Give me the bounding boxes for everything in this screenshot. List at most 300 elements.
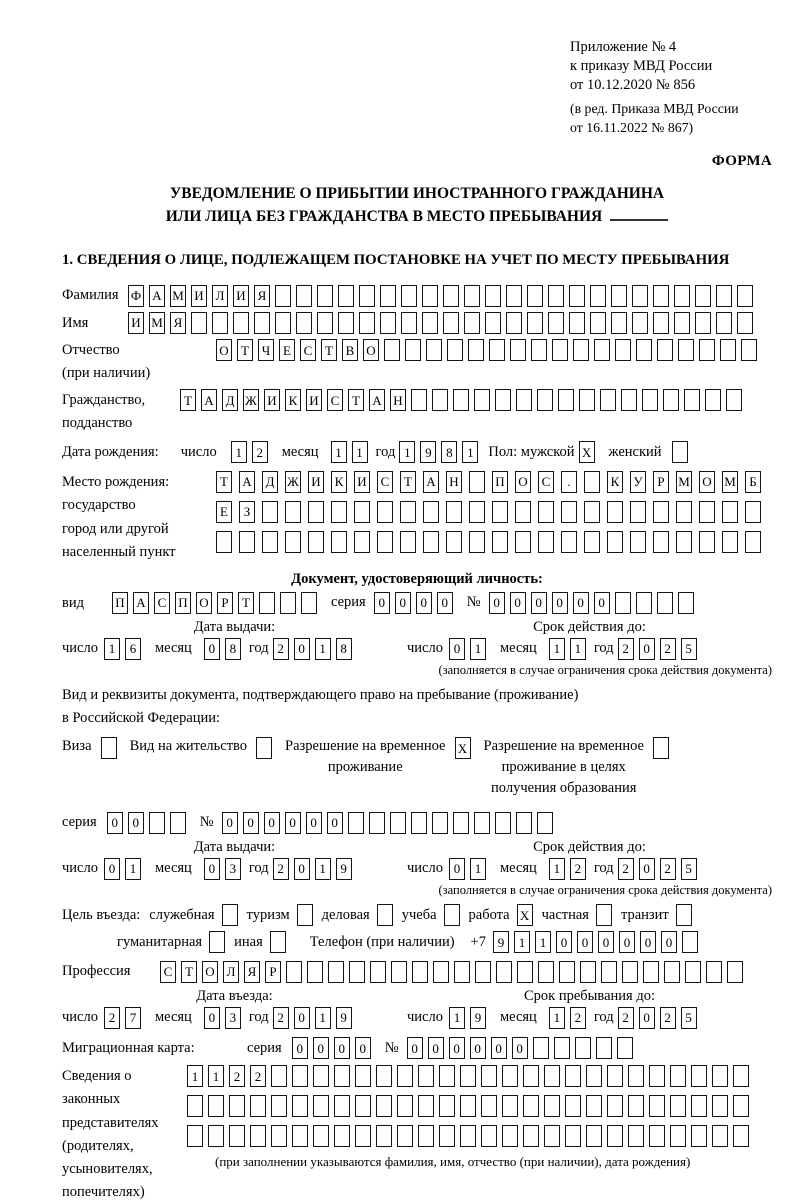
form-cell[interactable]: 2 [618, 1007, 634, 1029]
form-cell[interactable] [369, 812, 385, 834]
form-cell[interactable]: 0 [327, 812, 343, 834]
form-cell[interactable] [460, 1065, 476, 1087]
form-cell[interactable]: 1 [462, 441, 478, 463]
form-cell[interactable]: 0 [598, 931, 614, 953]
form-cell[interactable] [433, 961, 449, 983]
form-cell[interactable]: 2 [570, 1007, 586, 1029]
form-cell[interactable] [354, 501, 370, 523]
form-cell[interactable] [596, 1037, 612, 1059]
form-cell[interactable] [649, 1095, 665, 1117]
form-cell[interactable]: 1 [470, 638, 486, 660]
form-cell[interactable]: 2 [618, 638, 634, 660]
form-cell[interactable] [537, 812, 553, 834]
form-cell[interactable] [615, 339, 631, 361]
form-cell[interactable]: Я [254, 285, 270, 307]
form-cell[interactable] [412, 961, 428, 983]
form-cell[interactable]: 5 [681, 1007, 697, 1029]
form-cell[interactable] [359, 285, 375, 307]
form-cell[interactable] [334, 1095, 350, 1117]
form-cell[interactable]: П [175, 592, 191, 614]
form-cell[interactable]: С [160, 961, 176, 983]
form-cell[interactable] [720, 339, 736, 361]
form-cell[interactable] [653, 501, 669, 523]
form-cell[interactable] [628, 1065, 644, 1087]
form-cell[interactable]: 9 [336, 858, 352, 880]
form-cell[interactable] [481, 1065, 497, 1087]
form-cell[interactable]: 0 [619, 931, 635, 953]
form-cell[interactable]: Я [170, 312, 186, 334]
form-cell[interactable]: 1 [315, 858, 331, 880]
form-cell[interactable]: 2 [252, 441, 268, 463]
form-cell[interactable] [354, 531, 370, 553]
form-cell[interactable] [297, 904, 313, 926]
form-cell[interactable]: М [676, 471, 692, 493]
form-cell[interactable] [653, 312, 669, 334]
form-cell[interactable] [527, 312, 543, 334]
form-cell[interactable] [292, 1095, 308, 1117]
form-cell[interactable] [663, 389, 679, 411]
form-cell[interactable]: О [699, 471, 715, 493]
form-cell[interactable] [544, 1065, 560, 1087]
form-cell[interactable] [712, 1095, 728, 1117]
form-cell[interactable] [492, 531, 508, 553]
form-cell[interactable] [439, 1095, 455, 1117]
form-cell[interactable]: 2 [618, 858, 634, 880]
form-cell[interactable]: С [538, 471, 554, 493]
form-cell[interactable] [370, 961, 386, 983]
form-cell[interactable]: Л [223, 961, 239, 983]
form-cell[interactable]: Ф [128, 285, 144, 307]
form-cell[interactable] [565, 1065, 581, 1087]
form-cell[interactable] [559, 961, 575, 983]
form-cell[interactable] [537, 389, 553, 411]
form-cell[interactable]: 0 [306, 812, 322, 834]
form-cell[interactable] [607, 501, 623, 523]
form-cell[interactable] [391, 961, 407, 983]
form-cell[interactable]: 1 [104, 638, 120, 660]
form-cell[interactable]: 1 [449, 1007, 465, 1029]
form-cell[interactable] [262, 531, 278, 553]
form-cell[interactable] [601, 961, 617, 983]
form-cell[interactable] [544, 1125, 560, 1147]
form-cell[interactable]: Д [222, 389, 238, 411]
form-cell[interactable] [586, 1065, 602, 1087]
form-cell[interactable] [727, 961, 743, 983]
form-cell[interactable] [397, 1125, 413, 1147]
form-cell[interactable] [584, 531, 600, 553]
form-cell[interactable]: 0 [243, 812, 259, 834]
form-cell[interactable]: 0 [639, 858, 655, 880]
form-cell[interactable] [355, 1095, 371, 1117]
form-cell[interactable]: А [239, 471, 255, 493]
form-cell[interactable] [590, 285, 606, 307]
form-cell[interactable]: 0 [204, 1007, 220, 1029]
form-cell[interactable] [313, 1065, 329, 1087]
form-cell[interactable] [432, 812, 448, 834]
form-cell[interactable]: Т [180, 389, 196, 411]
form-cell[interactable] [481, 1095, 497, 1117]
form-cell[interactable]: О [202, 961, 218, 983]
form-cell[interactable]: 0 [313, 1037, 329, 1059]
form-cell[interactable] [584, 501, 600, 523]
form-cell[interactable] [400, 531, 416, 553]
form-cell[interactable]: Т [238, 592, 254, 614]
form-cell[interactable] [239, 531, 255, 553]
form-cell[interactable] [292, 1125, 308, 1147]
form-cell[interactable] [699, 339, 715, 361]
form-cell[interactable] [712, 1125, 728, 1147]
form-cell[interactable] [558, 389, 574, 411]
form-cell[interactable] [579, 389, 595, 411]
form-cell[interactable] [502, 1125, 518, 1147]
form-cell[interactable] [208, 1125, 224, 1147]
form-cell[interactable]: 0 [222, 812, 238, 834]
form-cell[interactable] [446, 531, 462, 553]
form-cell[interactable] [208, 1095, 224, 1117]
form-cell[interactable]: 0 [128, 812, 144, 834]
form-cell[interactable]: 0 [639, 1007, 655, 1029]
form-cell[interactable]: И [308, 471, 324, 493]
form-cell[interactable] [676, 501, 692, 523]
form-cell[interactable] [649, 1065, 665, 1087]
form-cell[interactable]: Д [262, 471, 278, 493]
form-cell[interactable] [405, 339, 421, 361]
form-cell[interactable] [691, 1065, 707, 1087]
form-cell[interactable] [418, 1065, 434, 1087]
form-cell[interactable] [286, 961, 302, 983]
form-cell[interactable]: А [133, 592, 149, 614]
form-cell[interactable]: 3 [225, 858, 241, 880]
form-cell[interactable] [308, 531, 324, 553]
form-cell[interactable] [307, 961, 323, 983]
form-cell[interactable] [313, 1125, 329, 1147]
form-cell[interactable] [492, 501, 508, 523]
form-cell[interactable] [349, 961, 365, 983]
form-cell[interactable] [630, 531, 646, 553]
form-cell[interactable] [285, 531, 301, 553]
form-cell[interactable]: X [579, 441, 595, 463]
form-cell[interactable]: М [149, 312, 165, 334]
form-cell[interactable] [250, 1095, 266, 1117]
form-cell[interactable]: А [369, 389, 385, 411]
form-cell[interactable] [600, 389, 616, 411]
form-cell[interactable]: 0 [640, 931, 656, 953]
form-cell[interactable]: И [264, 389, 280, 411]
form-cell[interactable]: 0 [407, 1037, 423, 1059]
form-cell[interactable]: 0 [489, 592, 505, 614]
form-cell[interactable] [745, 501, 761, 523]
form-cell[interactable] [607, 1065, 623, 1087]
form-cell[interactable]: П [492, 471, 508, 493]
form-cell[interactable] [453, 812, 469, 834]
form-cell[interactable] [607, 531, 623, 553]
form-cell[interactable] [649, 1125, 665, 1147]
form-cell[interactable] [531, 339, 547, 361]
form-cell[interactable] [584, 471, 600, 493]
form-cell[interactable] [376, 1125, 392, 1147]
form-cell[interactable]: 2 [660, 1007, 676, 1029]
form-cell[interactable]: И [128, 312, 144, 334]
form-cell[interactable] [515, 501, 531, 523]
form-cell[interactable] [380, 285, 396, 307]
form-cell[interactable] [423, 501, 439, 523]
form-cell[interactable]: Ж [285, 471, 301, 493]
form-cell[interactable] [397, 1065, 413, 1087]
form-cell[interactable]: Б [745, 471, 761, 493]
form-cell[interactable]: 5 [681, 638, 697, 660]
form-cell[interactable]: 1 [315, 1007, 331, 1029]
form-cell[interactable]: 0 [204, 858, 220, 880]
form-cell[interactable] [586, 1125, 602, 1147]
form-cell[interactable]: 0 [428, 1037, 444, 1059]
form-cell[interactable]: 2 [229, 1065, 245, 1087]
form-cell[interactable] [338, 312, 354, 334]
form-cell[interactable]: О [363, 339, 379, 361]
form-cell[interactable] [101, 737, 117, 759]
form-cell[interactable] [678, 592, 694, 614]
form-cell[interactable]: 0 [594, 592, 610, 614]
form-cell[interactable]: 0 [395, 592, 411, 614]
form-cell[interactable] [301, 592, 317, 614]
form-cell[interactable] [464, 312, 480, 334]
form-cell[interactable] [271, 1065, 287, 1087]
form-cell[interactable] [685, 961, 701, 983]
form-cell[interactable]: С [327, 389, 343, 411]
form-cell[interactable] [496, 961, 512, 983]
form-cell[interactable] [682, 931, 698, 953]
form-cell[interactable] [674, 285, 690, 307]
form-cell[interactable]: 2 [660, 858, 676, 880]
form-cell[interactable] [643, 961, 659, 983]
form-cell[interactable]: 0 [531, 592, 547, 614]
form-cell[interactable]: 0 [437, 592, 453, 614]
form-cell[interactable]: А [423, 471, 439, 493]
form-cell[interactable] [617, 1037, 633, 1059]
form-cell[interactable] [565, 1125, 581, 1147]
form-cell[interactable]: 0 [573, 592, 589, 614]
form-cell[interactable] [229, 1125, 245, 1147]
form-cell[interactable] [390, 812, 406, 834]
form-cell[interactable]: 0 [416, 592, 432, 614]
form-cell[interactable] [674, 312, 690, 334]
form-cell[interactable]: 2 [104, 1007, 120, 1029]
form-cell[interactable]: С [377, 471, 393, 493]
form-cell[interactable] [426, 339, 442, 361]
form-cell[interactable] [485, 312, 501, 334]
form-cell[interactable] [745, 531, 761, 553]
form-cell[interactable]: 2 [273, 1007, 289, 1029]
form-cell[interactable]: Н [390, 389, 406, 411]
form-cell[interactable] [621, 389, 637, 411]
form-cell[interactable]: 9 [336, 1007, 352, 1029]
form-cell[interactable] [506, 285, 522, 307]
form-cell[interactable] [510, 339, 526, 361]
form-cell[interactable] [632, 312, 648, 334]
form-cell[interactable]: 1 [535, 931, 551, 953]
form-cell[interactable] [712, 1065, 728, 1087]
form-cell[interactable] [737, 312, 753, 334]
form-cell[interactable]: 0 [510, 592, 526, 614]
form-cell[interactable] [722, 531, 738, 553]
form-cell[interactable] [469, 471, 485, 493]
form-cell[interactable]: 1 [514, 931, 530, 953]
form-cell[interactable] [706, 961, 722, 983]
form-cell[interactable] [469, 531, 485, 553]
form-cell[interactable] [548, 312, 564, 334]
form-cell[interactable] [594, 339, 610, 361]
form-cell[interactable] [317, 312, 333, 334]
form-cell[interactable]: 0 [449, 1037, 465, 1059]
form-cell[interactable]: 1 [399, 441, 415, 463]
form-cell[interactable] [149, 812, 165, 834]
form-cell[interactable] [691, 1125, 707, 1147]
form-cell[interactable] [630, 501, 646, 523]
form-cell[interactable] [384, 339, 400, 361]
form-cell[interactable]: 0 [661, 931, 677, 953]
form-cell[interactable] [705, 389, 721, 411]
form-cell[interactable] [422, 285, 438, 307]
form-cell[interactable] [348, 812, 364, 834]
form-cell[interactable]: Р [653, 471, 669, 493]
form-cell[interactable] [586, 1095, 602, 1117]
form-cell[interactable] [495, 812, 511, 834]
form-cell[interactable] [233, 312, 249, 334]
form-cell[interactable]: 0 [204, 638, 220, 660]
form-cell[interactable] [590, 312, 606, 334]
form-cell[interactable] [317, 285, 333, 307]
form-cell[interactable] [280, 592, 296, 614]
form-cell[interactable] [259, 592, 275, 614]
form-cell[interactable]: М [170, 285, 186, 307]
form-cell[interactable] [296, 312, 312, 334]
form-cell[interactable]: 2 [273, 638, 289, 660]
form-cell[interactable]: 2 [660, 638, 676, 660]
form-cell[interactable] [516, 812, 532, 834]
form-cell[interactable] [401, 285, 417, 307]
form-cell[interactable] [611, 312, 627, 334]
form-cell[interactable] [334, 1065, 350, 1087]
form-cell[interactable] [400, 501, 416, 523]
form-cell[interactable] [377, 501, 393, 523]
form-cell[interactable] [517, 961, 533, 983]
form-cell[interactable] [481, 1125, 497, 1147]
form-cell[interactable] [622, 961, 638, 983]
form-cell[interactable] [726, 389, 742, 411]
form-cell[interactable] [523, 1095, 539, 1117]
form-cell[interactable]: 0 [577, 931, 593, 953]
form-cell[interactable] [523, 1065, 539, 1087]
form-cell[interactable] [607, 1095, 623, 1117]
form-cell[interactable]: 1 [331, 441, 347, 463]
form-cell[interactable] [270, 931, 286, 953]
form-cell[interactable] [628, 1125, 644, 1147]
form-cell[interactable] [209, 931, 225, 953]
form-cell[interactable] [212, 312, 228, 334]
form-cell[interactable] [636, 339, 652, 361]
form-cell[interactable] [561, 531, 577, 553]
form-cell[interactable]: С [154, 592, 170, 614]
form-cell[interactable]: Н [446, 471, 462, 493]
form-cell[interactable]: Л [212, 285, 228, 307]
form-cell[interactable] [684, 389, 700, 411]
form-cell[interactable] [552, 339, 568, 361]
form-cell[interactable]: 0 [470, 1037, 486, 1059]
form-cell[interactable] [422, 312, 438, 334]
form-cell[interactable]: 0 [107, 812, 123, 834]
form-cell[interactable] [565, 1095, 581, 1117]
form-cell[interactable] [495, 389, 511, 411]
form-cell[interactable] [733, 1125, 749, 1147]
form-cell[interactable]: Е [279, 339, 295, 361]
form-cell[interactable] [716, 285, 732, 307]
form-cell[interactable]: Ж [243, 389, 259, 411]
form-cell[interactable]: 1 [315, 638, 331, 660]
form-cell[interactable] [653, 285, 669, 307]
form-cell[interactable]: 2 [250, 1065, 266, 1087]
form-cell[interactable] [338, 285, 354, 307]
form-cell[interactable]: Т [216, 471, 232, 493]
form-cell[interactable] [569, 285, 585, 307]
form-cell[interactable]: Ч [258, 339, 274, 361]
form-cell[interactable] [355, 1125, 371, 1147]
form-cell[interactable] [502, 1065, 518, 1087]
form-cell[interactable] [285, 501, 301, 523]
form-cell[interactable]: 6 [125, 638, 141, 660]
form-cell[interactable] [229, 1095, 245, 1117]
form-cell[interactable] [632, 285, 648, 307]
form-cell[interactable]: X [455, 737, 471, 759]
form-cell[interactable]: 0 [334, 1037, 350, 1059]
form-cell[interactable] [515, 531, 531, 553]
form-cell[interactable] [544, 1095, 560, 1117]
form-cell[interactable] [411, 389, 427, 411]
form-cell[interactable]: 1 [208, 1065, 224, 1087]
form-cell[interactable] [733, 1095, 749, 1117]
form-cell[interactable] [596, 904, 612, 926]
form-cell[interactable] [699, 501, 715, 523]
form-cell[interactable]: И [233, 285, 249, 307]
form-cell[interactable] [676, 531, 692, 553]
form-cell[interactable] [397, 1095, 413, 1117]
form-cell[interactable] [411, 812, 427, 834]
form-cell[interactable] [554, 1037, 570, 1059]
form-cell[interactable]: Р [265, 961, 281, 983]
form-cell[interactable] [516, 389, 532, 411]
form-cell[interactable]: 1 [549, 638, 565, 660]
form-cell[interactable] [453, 389, 469, 411]
form-cell[interactable] [222, 904, 238, 926]
form-cell[interactable] [538, 501, 554, 523]
form-cell[interactable] [377, 904, 393, 926]
form-cell[interactable] [468, 339, 484, 361]
form-cell[interactable] [464, 285, 480, 307]
form-cell[interactable] [670, 1065, 686, 1087]
form-cell[interactable]: Е [216, 501, 232, 523]
form-cell[interactable] [250, 1125, 266, 1147]
form-cell[interactable] [432, 389, 448, 411]
form-cell[interactable]: 1 [570, 638, 586, 660]
form-cell[interactable]: 9 [493, 931, 509, 953]
form-cell[interactable] [737, 285, 753, 307]
form-cell[interactable]: 7 [125, 1007, 141, 1029]
form-cell[interactable]: 9 [420, 441, 436, 463]
form-cell[interactable]: 0 [294, 858, 310, 880]
form-cell[interactable] [653, 737, 669, 759]
form-cell[interactable] [733, 1065, 749, 1087]
form-cell[interactable] [191, 312, 207, 334]
form-cell[interactable] [187, 1095, 203, 1117]
form-cell[interactable] [331, 531, 347, 553]
